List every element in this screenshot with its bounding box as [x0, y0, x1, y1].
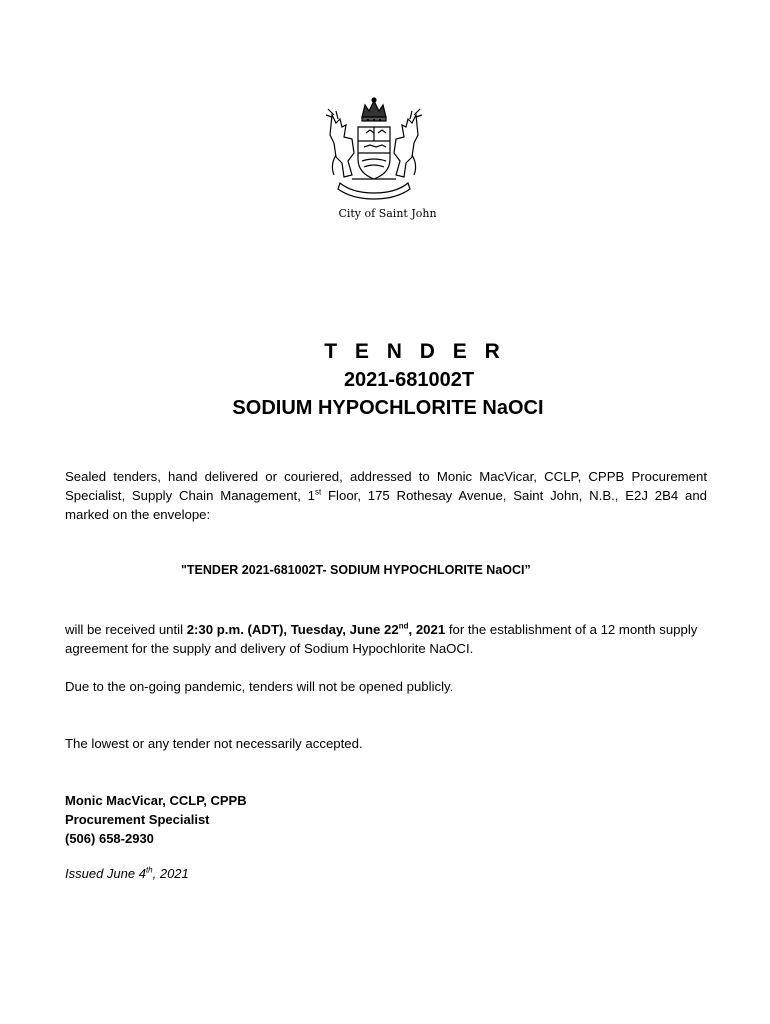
tender-number: 2021-681002T — [343, 369, 475, 391]
signatory-name: Monic MacVicar, CCLP, CPPB — [65, 793, 247, 808]
signature-block — [65, 791, 247, 848]
tender-subject: SODIUM HYPOCHLORITE NaOCI — [232, 397, 544, 419]
signatory-phone: (506) 658-2930 — [65, 831, 154, 846]
tender-title-block — [0, 338, 770, 422]
signatory-role: Procurement Specialist — [65, 812, 210, 827]
deadline-paragraph: will be received until 2:30 p.m. (ADT), Tuesday, June 22nd, 2021 for the establishment of a 12 month supply agreement for the supply and delivery of Sodium Hypochlorite NaOCI. — [65, 621, 698, 656]
pandemic-note: Due to the on-going pandemic, tenders will not be opened publicly. — [65, 679, 454, 694]
tender-heading: T E N D E R — [324, 340, 506, 363]
city-name-caption: City of Saint John — [338, 207, 437, 220]
issued-date: Issued June 4th, 2021 — [65, 865, 189, 881]
acceptance-note: The lowest or any tender not necessarily accepted. — [65, 736, 363, 751]
envelope-marking: "TENDER 2021-681002T- SODIUM HYPOCHLORITE NaOCI” — [181, 563, 531, 577]
intro-paragraph: Sealed tenders, hand delivered or couriered, addressed to Monic MacVicar, CCLP, CPPB Procurement Specialist, Supply Chain Management, 1st Floor, 175 Rothesay Avenue, Saint John, N.B., E2J 2B4 and marked on the envelope: — [65, 469, 707, 522]
city-crest-logo — [322, 95, 426, 203]
